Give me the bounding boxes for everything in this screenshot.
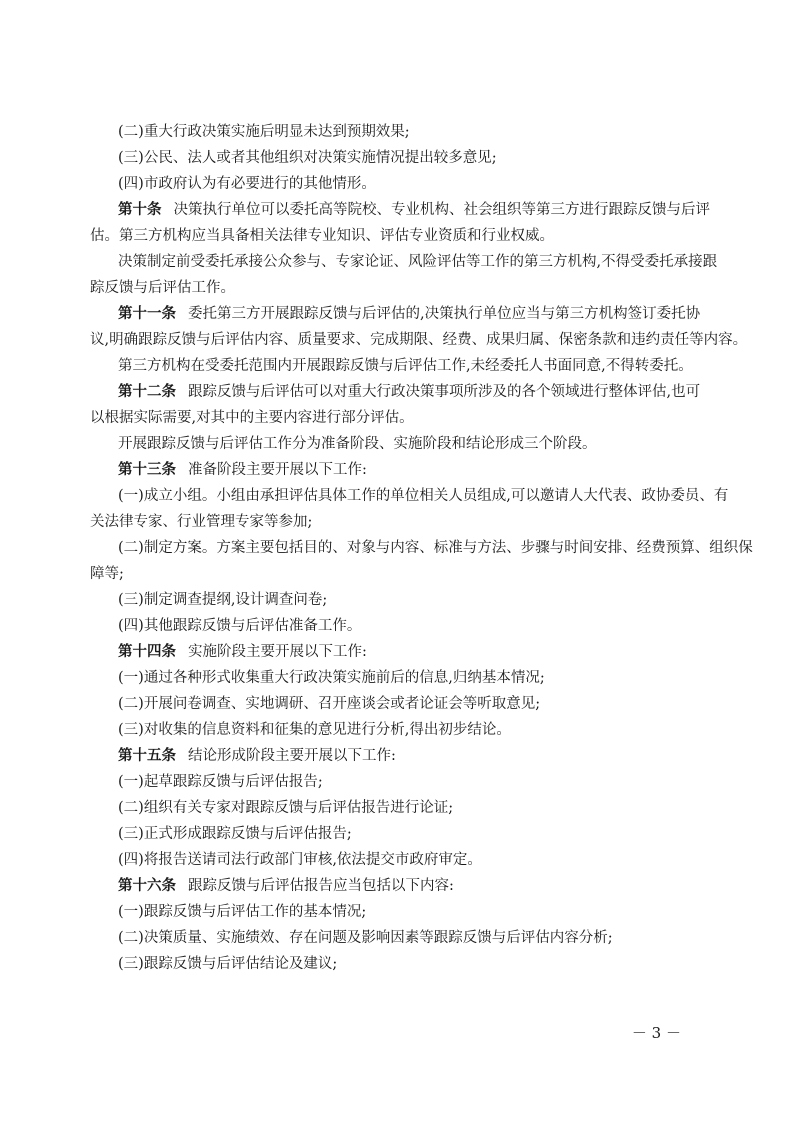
article-number: 第十二条: [118, 383, 176, 400]
article-line: [118, 197, 710, 223]
line-text: 决策执行单位可以委托高等院校、专业机构、社会组织等第三方进行跟踪反馈与后评: [173, 202, 710, 218]
article-line: [118, 873, 703, 899]
line-text: 准备阶段主要开展以下工作:: [188, 462, 367, 478]
article-number: 第十五条: [118, 747, 176, 764]
line-text: (三)公民、法人或者其他组织对决策实施情况提出较多意见;: [118, 150, 497, 166]
text-line: [118, 951, 703, 977]
line-text: (二)重大行政决策实施后明显未达到预期效果;: [118, 124, 410, 140]
line-text: 结论形成阶段主要开展以下工作:: [188, 748, 396, 764]
text-line: [90, 275, 703, 301]
article-number: 第十六条: [118, 877, 176, 894]
line-text: (二)决策质量、实施绩效、存在问题及影响因素等跟踪反馈与后评估内容分析;: [118, 930, 613, 946]
text-line: [118, 925, 703, 951]
text-line: [118, 613, 703, 639]
line-text: 第三方机构在受委托范围内开展跟踪反馈与后评估工作,未经委托人书面同意,不得转委托。: [118, 358, 693, 374]
text-line: [118, 899, 703, 925]
line-text: (二)组织有关专家对跟踪反馈与后评估报告进行论证;: [118, 800, 454, 816]
line-text: 实施阶段主要开展以下工作:: [188, 644, 367, 660]
text-line: [90, 405, 703, 431]
article-line: [118, 301, 703, 327]
article-number: 第十一条: [118, 305, 176, 322]
article-number: 第十三条: [118, 461, 176, 478]
text-line: [118, 587, 703, 613]
text-line: [118, 665, 703, 691]
text-line: [90, 509, 703, 535]
text-line: [118, 119, 703, 145]
line-text: (一)起草跟踪反馈与后评估报告;: [118, 774, 323, 790]
article-line: [118, 639, 703, 665]
line-text: 开展跟踪反馈与后评估工作分为准备阶段、实施阶段和结论形成三个阶段。: [118, 436, 597, 452]
text-line: [118, 821, 703, 847]
line-text: (一)跟踪反馈与后评估工作的基本情况;: [118, 904, 367, 920]
line-text: (四)市政府认为有必要进行的其他情形。: [118, 176, 376, 192]
text-line: [90, 223, 703, 249]
text-line: [118, 431, 703, 457]
text-line: [118, 769, 703, 795]
article-number: 第十四条: [118, 643, 176, 660]
line-text: 关法律专家、行业管理专家等参加;: [90, 514, 313, 530]
line-text: 跟踪反馈与后评估报告应当包括以下内容:: [188, 878, 454, 894]
line-text: 委托第三方开展跟踪反馈与后评估的,决策执行单位应当与第三方机构签订委托协: [188, 306, 701, 322]
text-line: [118, 795, 703, 821]
line-text: (四)将报告送请司法行政部门审核,依法提交市政府审定。: [118, 852, 482, 868]
line-text: (三)对收集的信息资料和征集的意见进行分析,得出初步结论。: [118, 722, 511, 738]
article-number: 第十条: [118, 201, 162, 218]
line-text: (二)制定方案。方案主要包括目的、对象与内容、标准与方法、步骤与时间安排、经费预算、组织保: [118, 540, 753, 556]
line-text: (三)跟踪反馈与后评估结论及建议;: [118, 956, 338, 972]
text-line: [118, 249, 718, 275]
article-line: [118, 457, 703, 483]
text-line: [118, 691, 703, 717]
line-text: (二)开展问卷调查、实地调研、召开座谈会或者论证会等听取意见;: [118, 696, 541, 712]
text-line: [118, 847, 703, 873]
document-body: [90, 119, 753, 977]
line-text: (三)正式形成跟踪反馈与后评估报告;: [118, 826, 352, 842]
text-line: [118, 535, 753, 561]
line-text: (四)其他跟踪反馈与后评估准备工作。: [118, 618, 362, 634]
text-line: [118, 145, 703, 171]
article-line: [118, 379, 703, 405]
article-line: [118, 743, 703, 769]
line-text: 踪反馈与后评估工作。: [90, 280, 235, 296]
line-text: (一)通过各种形式收集重大行政决策实施前后的信息,归纳基本情况;: [118, 670, 545, 686]
text-line: [118, 483, 729, 509]
text-line: [118, 717, 703, 743]
line-text: 跟踪反馈与后评估可以对重大行政决策事项所涉及的各个领域进行整体评估,也可: [188, 384, 701, 400]
text-line: [90, 327, 748, 353]
text-line: [118, 171, 703, 197]
line-text: 障等;: [90, 566, 124, 582]
line-text: 议,明确跟踪反馈与后评估内容、质量要求、完成期限、经费、成果归属、保密条款和违约责任等内容。: [90, 332, 748, 348]
line-text: 决策制定前受委托承接公众参与、专家论证、风险评估等工作的第三方机构,不得受委托承接跟: [118, 254, 718, 270]
text-line: [90, 561, 703, 587]
line-text: (一)成立小组。小组由承担评估具体工作的单位相关人员组成,可以邀请人大代表、政协委员、有: [118, 488, 729, 504]
line-text: 估。第三方机构应当具备相关法律专业知识、评估专业资质和行业权威。: [90, 228, 554, 244]
text-line: [118, 353, 703, 379]
page-number: － 3 －: [631, 1024, 681, 1042]
line-text: 以根据实际需要,对其中的主要内容进行部分评估。: [90, 410, 414, 426]
line-text: (三)制定调查提纲,设计调查问卷;: [118, 592, 328, 608]
